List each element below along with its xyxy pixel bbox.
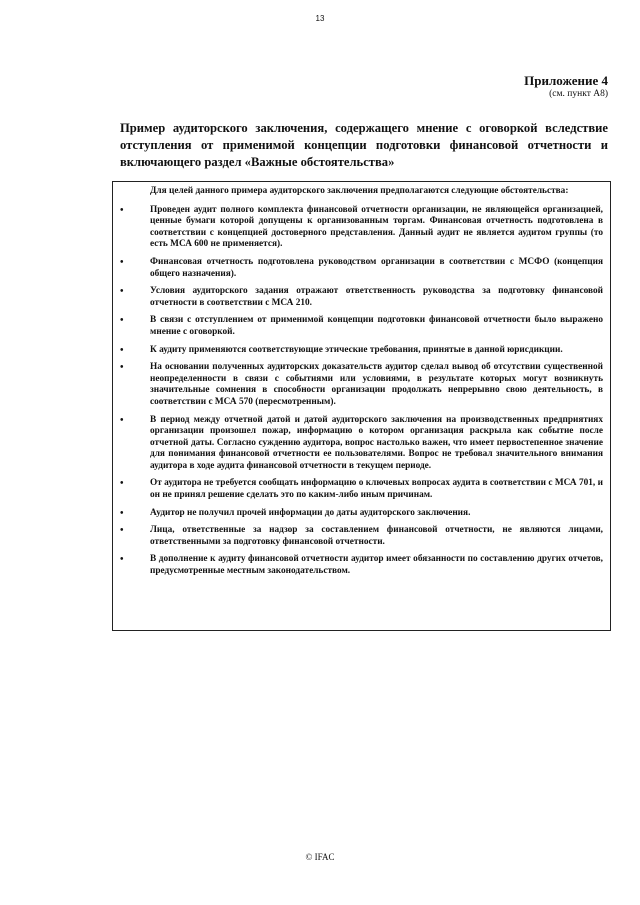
list-item-text: Финансовая отчетность подготовлена руководством организации в соответствии с МСФО (концепция общего назначения). [150,256,603,279]
list-item [120,286,603,309]
copyright-footer: © IFAC [305,852,335,862]
appendix-title: Приложение 4 [524,73,608,88]
list-item-text: Аудитор не получил прочей информации до даты аудиторского заключения. [150,507,471,518]
list-item-text: В дополнение к аудиту финансовой отчетности аудитор имеет обязанности по составлению других отчетов, предусмотренные местным законодательством. [150,554,603,577]
bullet-icon: • [120,204,124,216]
appendix-header [524,73,608,100]
list-item [120,315,603,338]
assumptions-box [112,181,611,631]
list-item [120,204,603,251]
list-item [120,525,603,548]
list-item-text: Проведен аудит полного комплекта финансовой отчетности организации, не являющейся организацией, ценные бумаги которой допущены к организованным торгам. Финансовая отчетность подготовлена в соответствии с концепцией достоверного представления. Данный аудит не является аудитом группы (то есть МСА 600 не применяется). [150,204,603,250]
bullet-icon: • [120,362,124,374]
bullet-icon: • [120,315,124,327]
bullet-icon: • [120,478,124,490]
list-item-text: От аудитора не требуется сообщать информацию о ключевых вопросах аудита в соответствии с МСА 701, и он не принял решение сделать это по каким-либо иным причинам. [150,478,603,501]
bullet-icon: • [120,256,124,268]
page-number: 13 [315,14,325,23]
list-item [120,507,603,520]
list-item-text: В связи с отступлением от применимой концепции подготовки финансовой отчетности было выражено мнение с оговоркой. [150,315,603,337]
list-item [120,414,603,473]
bullet-icon: • [120,286,124,298]
list-item [120,554,603,577]
bullet-icon: • [120,554,124,566]
bullet-icon: • [120,525,124,537]
assumptions-intro: Для целей данного примера аудиторского заключения предполагаются следующие обстоятельства: [150,186,569,196]
appendix-reference: (см. пункт А8) [549,89,608,99]
list-item-text: К аудиту применяются соответствующие этические требования, принятые в данной юрисдикции. [150,344,563,355]
list-item [120,478,603,501]
bullet-icon: • [120,414,124,426]
list-item [120,362,603,408]
bullet-icon: • [120,344,124,356]
assumptions-content [120,186,603,584]
list-item-text: Условия аудиторского задания отражают ответственность руководства за подготовку финансовой отчетности в соответствии с МСА 210. [150,286,603,308]
list-item-text: Лица, ответственные за надзор за составлением финансовой отчетности, не являются лицами, ответственными за подготовку финансовой отчетности. [150,525,603,547]
document-title: Пример аудиторского заключения, содержащего мнение с оговоркой вследствие отступления от применимой концепции подготовки финансовой отчетности и включающего раздел «Важные обстоятельства» [120,121,608,169]
list-item [120,256,603,280]
bullet-icon: • [120,507,124,519]
list-item [120,344,603,357]
list-item-text: На основании полученных аудиторских доказательств аудитор сделал вывод об отсутствии существенной неопределенности в связи с событиями или условиями, в результате которых могут возникнуть значительные сомнения в способности организации продолжать непрерывно свою деятельность, в соответствии с МСА 570 (пересмотренным). [150,362,603,407]
list-item-text: В период между отчетной датой и датой аудиторского заключения на производственных предприятиях организации произошел пожар, информацию о котором организация раскрыла как событие после отчетной даты. Согласно суждению аудитора, вопрос настолько важен, что имеет первостепенное значение для понимания финансовой отчетности ее пользователями. Вопрос не требовал значительного внимания аудитора в ходе аудита финансовой отчетности в текущем периоде. [150,414,603,471]
